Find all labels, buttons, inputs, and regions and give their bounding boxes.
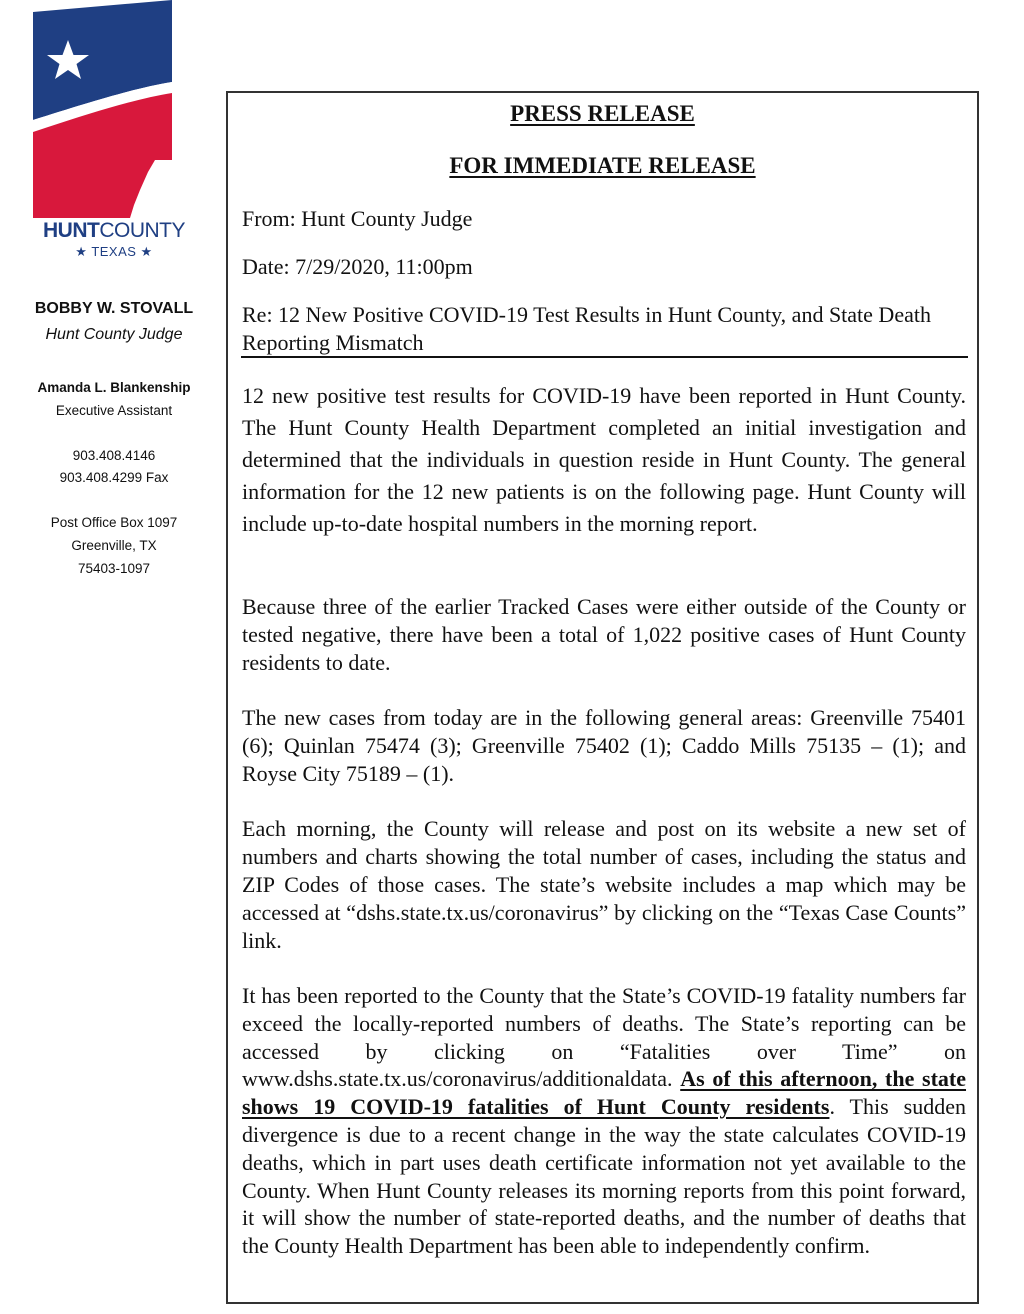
- fax-number: 903.408.4299 Fax: [59, 470, 169, 485]
- address-line-1: Post Office Box 1097: [50, 515, 178, 530]
- from-line: From: Hunt County Judge: [242, 206, 473, 231]
- brand-county-text: COUNTY: [99, 219, 185, 242]
- header-divider: [241, 356, 968, 358]
- state-fatalities-emphasis: As of this afternoon, the state shows 19 COVID-19 fatalities of Hunt County residents: [242, 1066, 967, 1120]
- press-release-heading: PRESS RELEASE: [510, 101, 695, 126]
- paragraph-total-cases: Because three of the earlier Tracked Cases were either outside of the County or tested negative, there have been a total of 1,022 positive cases of Hunt County residents to date.: [242, 594, 966, 675]
- address-line-3: 75403-1097: [77, 561, 151, 576]
- paragraph-case-areas: The new cases from today are in the following general areas: Greenville 75401 (6); Quinlan 75474 (3); Greenville 75402 (1); Caddo Mills 75135 – (1); and Royse City 75189 – (1).: [242, 705, 966, 786]
- letterhead-sidebar: [0, 0, 228, 1314]
- paragraph-website-info: Each morning, the County will release and post on its website a new set of numbers and charts showing the total number of cases, including the status and ZIP Codes of those cases. The state’s website includes a map which may be accessed at “dshs.state.tx.us/coronavirus” by clicking on the “Texas Case Counts” link.: [242, 816, 966, 953]
- judge-title: Hunt County Judge: [45, 326, 183, 343]
- judge-name: BOBBY W. STOVALL: [34, 300, 194, 317]
- date-line: Date: 7/29/2020, 11:00pm: [242, 254, 473, 279]
- paragraph-new-cases: 12 new positive test results for COVID-19 have been reported in Hunt County. The Hunt County Health Department completed an initial investigation and determined that the individuals in question reside in Hunt County. The general information for the 12 new patients is on the following page. Hunt County will include up-to-date hospital numbers in the morning report.: [242, 383, 966, 536]
- address-line-2: Greenville, TX: [71, 538, 157, 553]
- paragraph-death-reporting: [242, 982, 966, 1260]
- brand-texas-text: ★ TEXAS ★: [75, 244, 153, 259]
- death-reporting-text-start: It has been reported to the County that the State’s COVID-19 fatality numbers far exceed the locally-reported numbers of deaths. The State’s reporting can be accessed by clicking on “Fatalities over Time” on www.dshs.state.tx.us/coronavirus/additionaldata.: [242, 983, 966, 1092]
- assistant-name: Amanda L. Blankenship: [37, 380, 191, 395]
- death-reporting-text-end: . This sudden divergence is due to a recent change in the way the state calculates COVID-19 deaths, which in part uses death certificate information not yet available to the County. When Hunt County releases its morning reports from this point forward, it will show the number of state-reported deaths, and the number of deaths that the County Health Department has been able to independently confirm.: [242, 1094, 966, 1259]
- star-flag-logo-icon: [30, 0, 176, 218]
- phone-number: 903.408.4146: [72, 448, 156, 463]
- brand-wordmark: [0, 218, 228, 260]
- assistant-title: Executive Assistant: [55, 403, 173, 418]
- immediate-release-heading: FOR IMMEDIATE RELEASE: [449, 153, 756, 178]
- brand-hunt-text: HUNT: [43, 219, 100, 242]
- subject-line: Re: 12 New Positive COVID-19 Test Results in Hunt County, and State Death Reporting Mismatch: [242, 302, 931, 355]
